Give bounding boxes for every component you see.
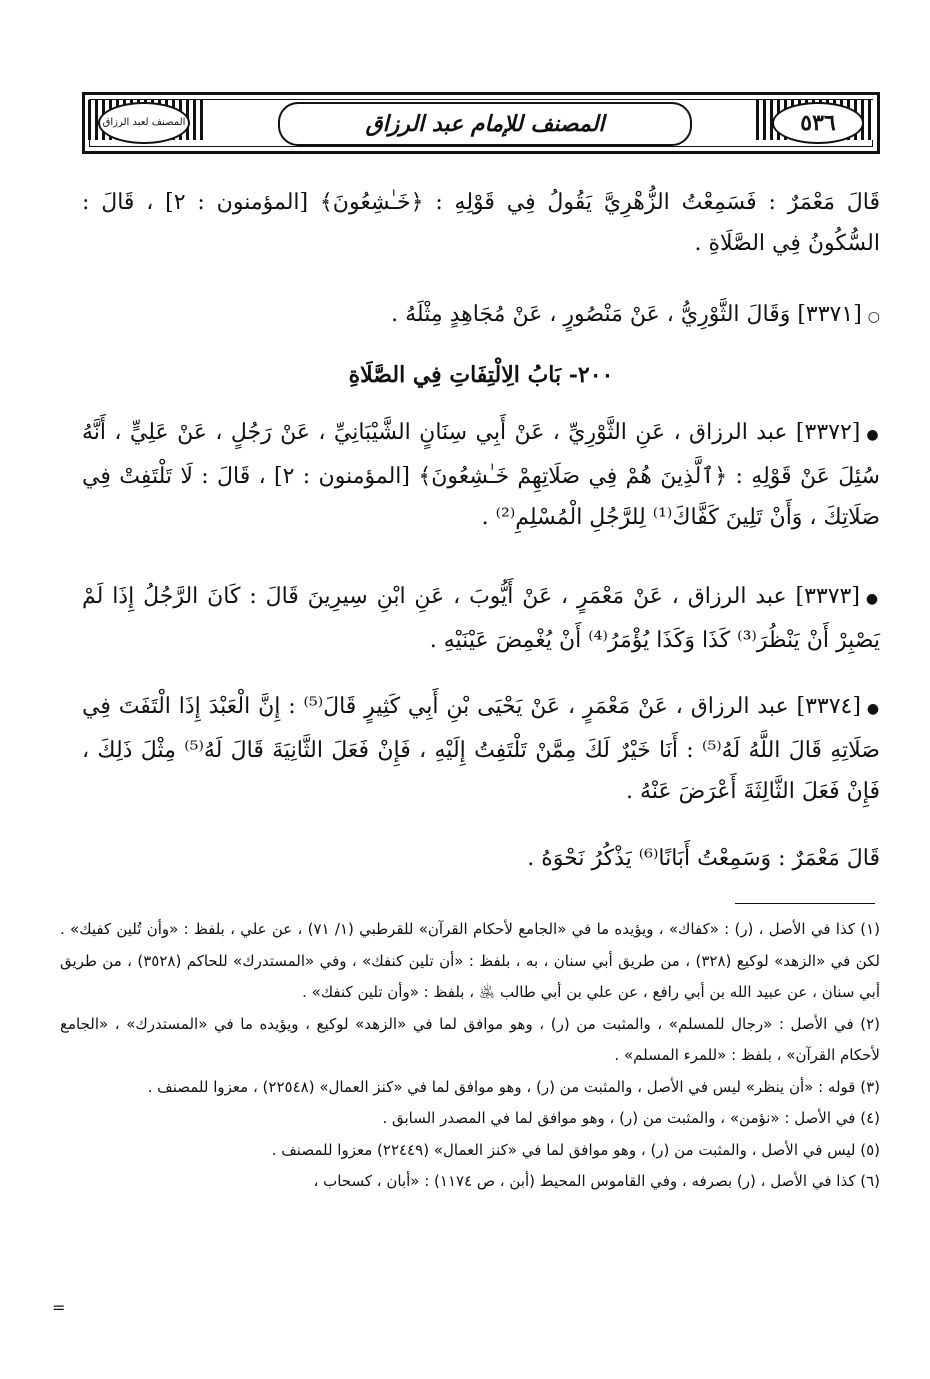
paragraph-3373: [82, 576, 880, 661]
page-number: ٥٣٦: [772, 102, 864, 144]
hollow-circle-marker: ○: [867, 309, 880, 325]
page-header: [82, 92, 880, 154]
paragraph-text: [٣٣٧٣] عبد الرزاق ، عَنْ مَعْمَرٍ ، عَنْ أَيُّوبَ ، عَنِ ابْنِ سِيرِينَ قَالَ : كَانَ الرَّجُلُ إِذَا لَمْ يَصْبِرْ أَنْ يَنْظُرَ⁽³⁾ كَذَا وَكَذَا يُؤْمَرُ⁽⁴⁾ أَنْ يُغْمِضَ عَيْنَيْهِ .: [82, 584, 880, 653]
chapter-heading: ٢٠٠- بَابُ الِالْتِفَاتِ فِي الصَّلَاةِ: [348, 362, 614, 388]
paragraph-text: قَالَ مَعْمَرٌ : وَسَمِعْتُ أَبَانًا⁽⁶⁾ يَذْكُرُ نَحْوَهُ .: [527, 846, 880, 871]
book-emblem: المصنف لعبد الرزاق: [98, 102, 190, 144]
footnote-6: (٦) كذا في الأصل ، (ر) بصرفه ، وفي القاموس المحيط (أبن ، ص ١١٧٤) : «أبان ، كسحاب ،: [313, 1172, 880, 1190]
footnote-2: (٢) في الأصل : «رجال للمسلم» ، والمثبت من (ر) ، وهو موافق لما في «الزهد» لوكيع ، ويؤيده ما في «المستدرك» ، «الجامع لأحكام القرآن» ، بلفظ : «للمرء المسلم» .: [60, 1014, 880, 1064]
footnote-rule: [735, 903, 875, 904]
paragraph-text: [٣٣٧٤] عبد الرزاق ، عَنْ مَعْمَرٍ ، عَنْ يَحْيَى بْنِ أَبِي كَثِيرٍ قَالَ⁽⁵⁾ : إِنَّ الْعَبْدَ إِذَا الْتَفَتَ فِي صَلَاتِهِ قَالَ اللَّهُ لَهُ⁽⁵⁾ : أَنَا خَيْرٌ لَكَ مِمَّنْ تَلْتَفِتُ إِلَيْهِ ، فَإِنْ فَعَلَ الثَّانِيَةَ قَالَ لَهُ⁽⁵⁾ مِثْلَ ذَلِكَ ، فَإِنْ فَعَلَ الثَّالِثَةَ أَعْرَضَ عَنْهُ .: [82, 694, 880, 804]
footnote-3: (٣) قوله : «أن ينظر» ليس في الأصل ، والمثبت من (ر) ، وهو موافق لما في «كنز العمال» (٢٢٥٤٨) ، معزوا للمصنف .: [147, 1077, 880, 1096]
paragraph-6: [82, 838, 880, 879]
footnote-4: (٤) في الأصل : «نؤمن» ، والمثبت من (ر) ، وهو موافق لما في المصدر السابق .: [382, 1109, 880, 1127]
footnote-5: (٥) ليس في الأصل ، والمثبت من (ر) ، وهو موافق لما في «كنز العمال» (٢٢٤٤٩) معزوا للمصنف .: [271, 1140, 880, 1159]
paragraph-text: [٣٣٧١] وَقَالَ الثَّوْرِيُّ ، عَنْ مَنْصُورٍ ، عَنْ مُجَاهِدٍ مِثْلَهُ .: [391, 302, 862, 327]
footnote-1: (١) كذا في الأصل ، (ر) : «كفاك» ، ويؤيده ما في «الجامع لأحكام القرآن» للقرطبي (١/ ٧١) ، عن علي ، بلفظ : «وأن تُلين كفيك» . لكن في «الزهد» لوكيع (٣٢٨) ، من طريق أبي سنان ، به ، بلفظ : «أن تلين كنفك» ، وفي «المستدرك» للحاكم (٣٥٢٨) ، من طريق أبي سنان ، عن عبيد الله بن أبي رافع ، عن علي بن أبي طالب ﵁ ، بلفظ : «وأن تلين كنفك» .: [60, 920, 881, 1001]
bullet-marker: ●: [866, 427, 880, 443]
running-title: المصنف للإمام عبد الرزاق: [278, 102, 692, 146]
paragraph-text: [٣٣٧٢] عبد الرزاق ، عَنِ الثَّوْرِيِّ ، عَنْ أَبِي سِنَانٍ الشَّيْبَانِيِّ ، عَنْ رَجُلٍ ، عَنْ عَلِيٍّ ، أَنَّهُ سُئِلَ عَنْ قَوْلِهِ : ﴿ٱلَّذِينَ هُمْ فِي صَلَاتِهِمْ خَـٰشِعُونَ﴾ [المؤمنون : ٢] ، قَالَ : لَا تَلْتَفِتْ فِي صَلَاتِكَ ، وَأَنْ تَلِينَ كَفَّاكَ⁽¹⁾ لِلرَّجُلِ الْمُسْلِمِ⁽²⁾ .: [82, 420, 880, 530]
paragraph-3374: [82, 686, 880, 812]
bullet-marker: ●: [865, 591, 880, 607]
continuation-mark: =: [52, 1298, 66, 1317]
paragraph-3371: [82, 294, 880, 338]
paragraph-1: [82, 182, 880, 264]
paragraph-3372: [82, 412, 880, 538]
paragraph-text: قَالَ مَعْمَرٌ : فَسَمِعْتُ الزُّهْرِيَّ يَقُولُ فِي قَوْلِهِ : ﴿خَـٰشِعُونَ﴾ [المؤمنون : ٢] ، قَالَ : السُّكُونُ فِي الصَّلَاةِ .: [82, 190, 881, 256]
footnotes: [60, 914, 880, 1198]
bullet-marker: ●: [866, 701, 880, 717]
